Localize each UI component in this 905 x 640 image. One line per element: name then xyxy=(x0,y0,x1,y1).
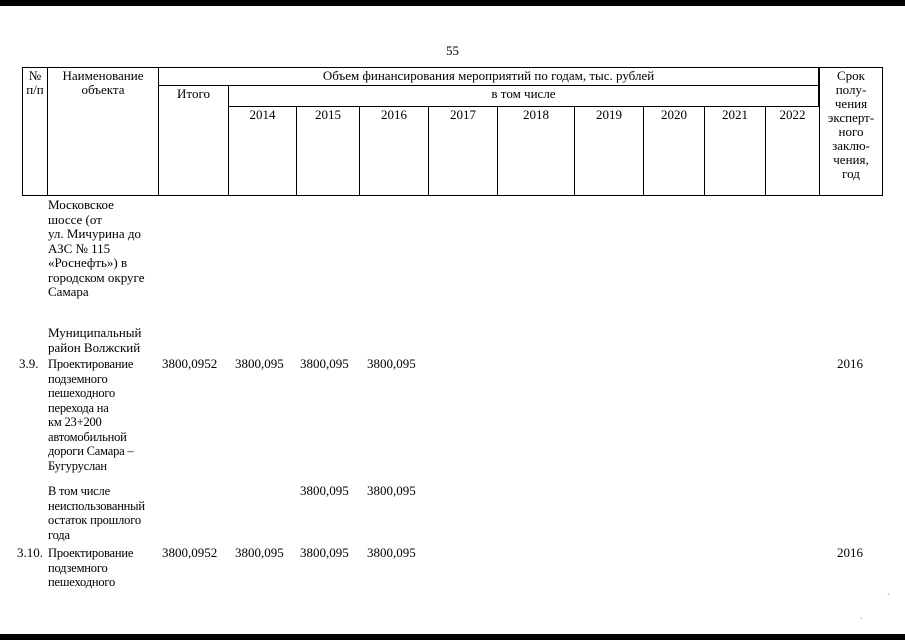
row-volzhsky-name: Муниципальный район Волжский xyxy=(48,325,142,355)
header-year-2015: 2015 xyxy=(296,106,360,196)
row-3-10-term: 2016 xyxy=(837,545,863,560)
row-3-10-name: Проектирование подземного пешеходного xyxy=(48,546,134,589)
row-3-10-2015: 3800,095 xyxy=(300,545,349,560)
row-unused-balance-2015: 3800,095 xyxy=(300,483,349,498)
row-moskovskoe-name: Московское шоссе (от ул. Мичурина до АЗС № 115 «Роснефть») в городском округе Самара xyxy=(48,197,145,299)
row-3-10-total: 3800,0952 xyxy=(162,545,218,560)
row-3-10-2016: 3800,095 xyxy=(367,545,416,560)
row-unused-balance-2016: 3800,095 xyxy=(367,483,416,498)
header-total-column: Итого xyxy=(158,85,229,196)
row-3-9-total: 3800,0952 xyxy=(162,356,218,371)
header-volume-column: Объем финансирования мероприятий по годам, тыс. рублей xyxy=(158,67,819,86)
bottom-border-bar xyxy=(0,634,905,640)
row-3-9-number: 3.9. xyxy=(19,356,39,371)
header-year-2016: 2016 xyxy=(359,106,429,196)
row-unused-balance-name: В том числе неиспользованный остаток прошлого года xyxy=(48,484,145,542)
row-3-10-number: 3.10. xyxy=(17,545,43,560)
row-3-9-2015: 3800,095 xyxy=(300,356,349,371)
row-3-9-2014: 3800,095 xyxy=(235,356,284,371)
scan-speck: · xyxy=(860,614,863,623)
row-3-9-name: Проектирование подземного пешеходного перехода на км 23+200 автомобильной дороги Самара – Бугуруслан xyxy=(48,357,134,473)
row-3-9-2016: 3800,095 xyxy=(367,356,416,371)
row-3-9-term: 2016 xyxy=(837,356,863,371)
header-term-column: Срок полу- чения эксперт- ного заклю- чения, год xyxy=(819,67,883,196)
page-number: 55 xyxy=(446,43,459,58)
header-year-2017: 2017 xyxy=(428,106,498,196)
header-year-2020: 2020 xyxy=(643,106,705,196)
header-name-column: Наименование объекта xyxy=(47,67,159,196)
header-year-2018: 2018 xyxy=(497,106,575,196)
top-border-bar xyxy=(0,0,905,6)
header-including-column: в том числе xyxy=(228,85,819,107)
header-year-2022: 2022 xyxy=(765,106,820,196)
header-year-2021: 2021 xyxy=(704,106,766,196)
scan-speck: · xyxy=(887,590,890,599)
row-3-10-2014: 3800,095 xyxy=(235,545,284,560)
header-year-2019: 2019 xyxy=(574,106,644,196)
header-year-2014: 2014 xyxy=(228,106,297,196)
header-number-column: № п/п xyxy=(22,67,48,196)
